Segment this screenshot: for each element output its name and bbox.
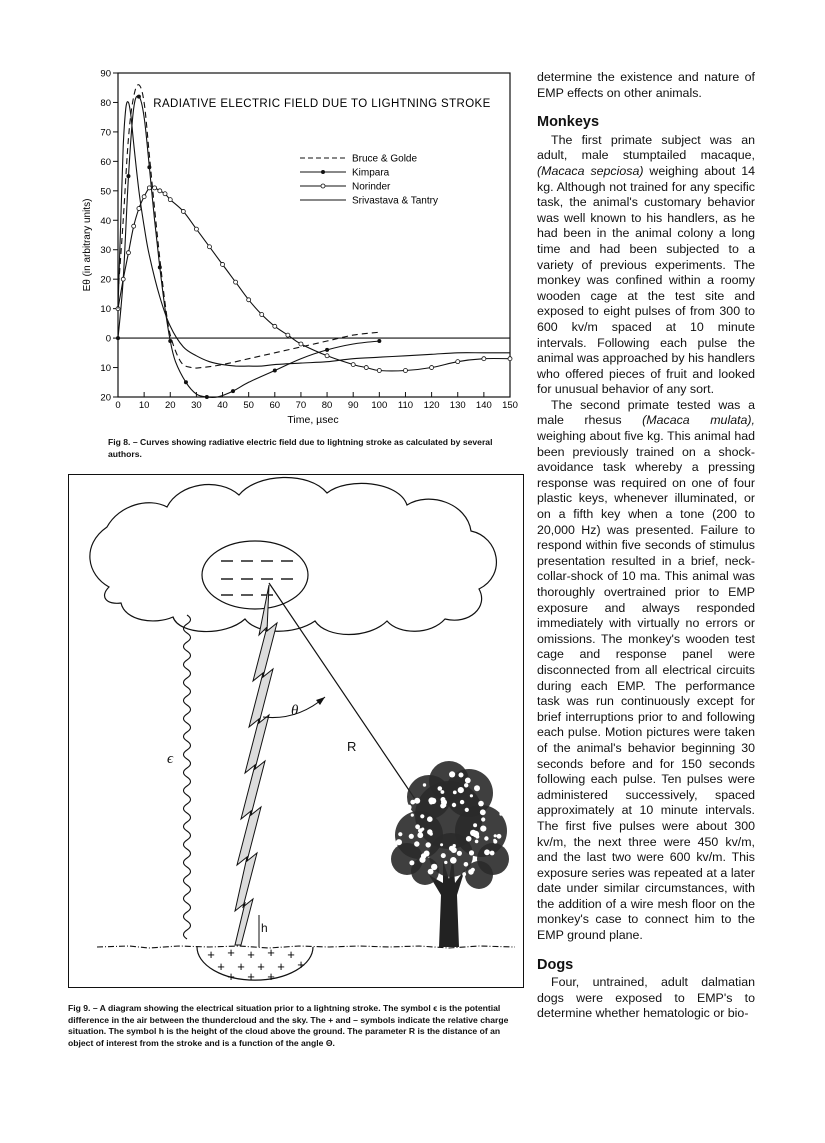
- kimpara-point: [147, 165, 151, 169]
- norinder-point: [286, 333, 290, 337]
- plus-charge: +: [227, 945, 235, 960]
- label-h: h: [261, 921, 268, 935]
- legend-label-0: Bruce & Golde: [352, 153, 418, 165]
- monkeys-p1-text: The first primate subject was an adult, male stumptailed macaque,: [537, 132, 755, 163]
- x-tick-label: 90: [347, 400, 359, 411]
- x-tick-label: 80: [321, 400, 333, 411]
- chart-series: [116, 85, 512, 399]
- norinder-point: [221, 262, 225, 266]
- norinder-point: [163, 192, 167, 196]
- norinder-point: [194, 227, 198, 231]
- x-tick-label: 30: [191, 400, 202, 411]
- y-tick-label: 20: [100, 274, 111, 286]
- x-tick-label: 50: [243, 400, 254, 411]
- x-tick-label: 100: [371, 400, 388, 411]
- y-tick-label: 10: [100, 363, 111, 375]
- dogs-paragraph-1: Four, untrained, adult dalmatian dogs were exposed to EMP's to determine whether hematologic or bio-: [537, 975, 755, 1021]
- plus-charge: +: [237, 959, 245, 974]
- kimpara-point: [273, 368, 277, 372]
- y-tick-label: 90: [100, 68, 111, 80]
- norinder-point: [126, 251, 130, 255]
- norinder-point: [181, 209, 185, 213]
- x-tick-label: 20: [164, 400, 176, 411]
- legend-marker: [321, 184, 325, 188]
- plot-frame: [118, 73, 510, 397]
- species-macaca-sepciosa: (Macaca sepciosa): [537, 163, 644, 178]
- angle-arrowhead: [316, 697, 325, 705]
- x-tick-label: 10: [138, 400, 150, 411]
- plus-charge: +: [207, 947, 215, 962]
- monkeys-p1-rest: weighing about 14 kg. Although not trained for any specific task, the animal's customary behavior was well known to his handlers, as he had been in the animal colony a long time and had been subjected to a variety of previous experiments. The monkey was confined within a roomy wooden cage at the test site and exposed to eight pulses of from 300 to 600 kv/m spaced at 10 minute intervals. Following each pulse the animal was approached by his handlers who offered pieces of fruit and looked for unusual behavior of any sort.: [537, 163, 755, 397]
- plus-charge: +: [277, 959, 285, 974]
- plus-charge: +: [247, 947, 255, 962]
- legend-label-2: Norinder: [352, 181, 391, 193]
- norinder-point: [153, 186, 157, 190]
- x-tick-label: 130: [449, 400, 466, 411]
- chart-axes: [118, 73, 510, 397]
- norinder-point: [247, 298, 251, 302]
- norinder-point: [456, 360, 460, 364]
- series-line-1: [118, 96, 379, 398]
- series-line-3: [118, 102, 510, 366]
- y-tick-label: 20: [100, 392, 111, 404]
- norinder-point: [158, 189, 162, 193]
- kimpara-point: [205, 395, 209, 399]
- species-macaca-mulata: (Macaca mulata),: [642, 413, 755, 428]
- kimpara-point: [158, 265, 162, 269]
- x-tick-label: 70: [295, 400, 307, 411]
- dogs-heading: Dogs: [537, 956, 574, 973]
- y-tick-label: 70: [100, 127, 111, 139]
- plus-charge: +: [267, 945, 275, 960]
- y-tick-label: 50: [100, 186, 111, 198]
- norinder-point: [364, 366, 368, 370]
- y-tick-label: 30: [100, 245, 111, 257]
- y-tick-label: 10: [100, 304, 111, 316]
- intro-paragraph: determine the existence and nature of EMP effects on other animals.: [537, 70, 755, 100]
- series-line-0: [118, 85, 379, 368]
- plus-charge: +: [267, 969, 275, 984]
- x-tick-label: 120: [423, 400, 440, 411]
- kimpara-point: [325, 348, 329, 352]
- x-tick-label: 150: [502, 400, 518, 411]
- kimpara-point: [126, 174, 130, 178]
- label-epsilon: ϵ: [167, 751, 174, 767]
- chart-title: RADIATIVE ELECTRIC FIELD DUE TO LIGHTNING STROKE: [153, 98, 491, 110]
- series-line-2: [118, 187, 510, 371]
- y-tick-label: 0: [105, 333, 111, 345]
- x-tick-label: 60: [269, 400, 281, 411]
- y-tick-label: 80: [100, 97, 111, 109]
- monkeys-p2-rest: weighing about five kg. This animal had been previously trained on a shock-avoidance task whereby a pressing response was required on one of four plastic keys, whenever illuminated, or on a fifth key when a tone (200 to 20,000 Hz) was presented. Failure to respond within five seconds of stimulus presentation resulted in a brief, neck-collar-shock of 10 ma. This animal was thoroughly overtrained prior to EMP exposure and always responded immediately with virtually no errors or omissions. The monkey's wooden test cage and response panel were disconnected from all electrical circuits during each EMP. The performance task was run continuously except for brief interruptions prior to and following each pulse. Motion pictures were taken of the animal's behavior beginning 30 seconds before and for 150 seconds following each pulse. Ten pulses were administered successively, spaced approximately at 10 minute intervals. The first five pulses were about 300 kv/m, the next three were 450 kv/m, and the last two were 600 kv/m. This exposure series was repeated at a later date under similar circumstances, with the addition of a wire mesh floor on the monkey's case to connect him to the EMP ground plane.: [537, 429, 755, 943]
- plus-charge: +: [297, 957, 305, 972]
- potential-wavy-line: [184, 615, 191, 939]
- norinder-point: [273, 324, 277, 328]
- positive-charges: [207, 945, 305, 984]
- label-r: R: [347, 739, 357, 754]
- monkeys-paragraph-1: [537, 133, 755, 398]
- norinder-point: [132, 224, 136, 228]
- text-column: [537, 70, 755, 1022]
- y-tick-label: 40: [100, 215, 111, 227]
- chart-x-axis-label: Time, µsec: [287, 414, 339, 426]
- monkeys-heading: Monkeys: [537, 114, 600, 131]
- norinder-point: [137, 206, 141, 210]
- norinder-point: [351, 363, 355, 367]
- fig8-caption: Fig 8. – Curves showing radiative electric field due to lightning stroke as calculated by several authors.: [108, 437, 493, 459]
- norinder-point: [207, 245, 211, 249]
- chart-ticks: [100, 69, 518, 412]
- y-tick-label: 60: [100, 156, 111, 168]
- x-tick-label: 40: [217, 400, 228, 411]
- norinder-point: [325, 354, 329, 358]
- charge-region: [202, 541, 308, 609]
- norinder-point: [121, 277, 125, 281]
- legend-label-3: Srivastava & Tantry: [352, 195, 438, 207]
- fig9-diagram-drawing: [69, 475, 525, 989]
- plus-charge: +: [227, 969, 235, 984]
- norinder-point: [377, 368, 381, 372]
- label-theta: θ: [291, 703, 299, 719]
- norinder-point: [234, 280, 238, 284]
- kimpara-point: [168, 339, 172, 343]
- norinder-point: [299, 342, 303, 346]
- norinder-point: [147, 186, 151, 190]
- kimpara-point: [137, 95, 141, 99]
- plus-charge: +: [257, 959, 265, 974]
- norinder-point: [482, 357, 486, 361]
- norinder-point: [142, 195, 146, 199]
- kimpara-point: [184, 380, 188, 384]
- norinder-point: [168, 198, 172, 202]
- norinder-point: [430, 366, 434, 370]
- fig9-diagram: [68, 474, 524, 988]
- plus-charge: +: [287, 947, 295, 962]
- kimpara-point: [231, 389, 235, 393]
- kimpara-point: [116, 336, 120, 340]
- norinder-point: [508, 357, 512, 361]
- monkeys-paragraph-2: [537, 398, 755, 944]
- x-tick-label: 0: [115, 400, 121, 411]
- monkeys-p2-text: The second primate tested was a male rhesus: [537, 397, 755, 428]
- chart-legend: [300, 154, 438, 207]
- kimpara-point: [377, 339, 381, 343]
- negative-charges: [221, 561, 293, 595]
- fig9-caption: Fig 9. – A diagram showing the electrical situation prior to a lightning stroke. The symbol ϵ is the potential difference in the air between the thundercloud and the sky. The + and – symbols indicate the relative charge situation. The symbol h is the height of the cloud above the ground. The parameter R is the distance of an object of interest from the stroke and is a function of the angle Θ.: [68, 1003, 509, 1048]
- chart-y-axis-label: Eθ (in arbitrary units): [82, 198, 93, 292]
- tree: [391, 761, 509, 947]
- lightning-bolt: [235, 585, 277, 945]
- legend-marker: [321, 170, 325, 174]
- distance-line-r: [269, 583, 419, 805]
- norinder-point: [260, 313, 264, 317]
- plus-charge: +: [217, 959, 225, 974]
- norinder-point: [403, 368, 407, 372]
- thundercloud: [90, 477, 497, 634]
- legend-label-1: Kimpara: [352, 167, 390, 179]
- x-tick-label: 140: [475, 400, 492, 411]
- plus-charge: +: [247, 969, 255, 984]
- x-tick-label: 110: [397, 400, 414, 411]
